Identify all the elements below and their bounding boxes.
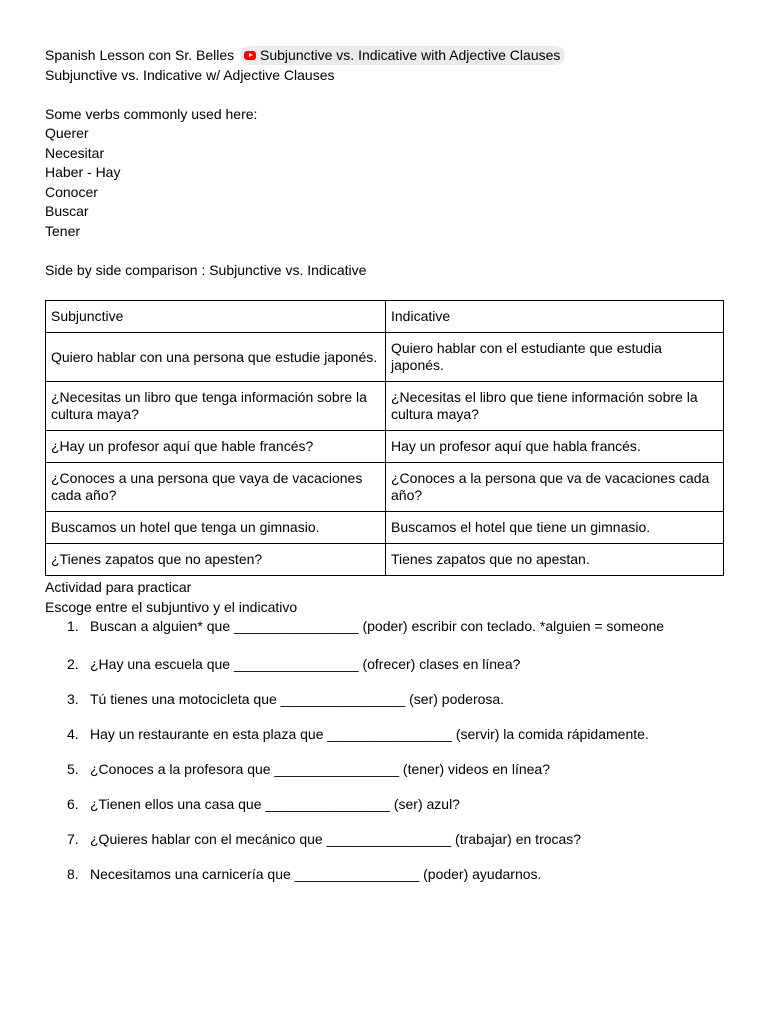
exercise-number: 8. bbox=[67, 866, 79, 882]
exercise-number: 2. bbox=[67, 656, 79, 672]
exercise-item bbox=[45, 865, 725, 885]
document-header bbox=[45, 46, 725, 280]
exercise-text: Necesitamos una carnicería que ________________ (poder) ayudarnos. bbox=[90, 866, 542, 882]
exercise-text: ¿Hay una escuela que ________________ (ofrecer) clases en línea? bbox=[90, 656, 521, 672]
exercise-item bbox=[45, 760, 725, 780]
subjunctive-cell: ¿Hay un profesor aquí que hable francés? bbox=[46, 431, 386, 463]
activity-title: Actividad para practicar bbox=[45, 579, 192, 595]
indicative-cell: ¿Conoces a la persona que va de vacaciones cada año? bbox=[386, 463, 724, 512]
verb-item: Tener bbox=[45, 222, 81, 239]
header-subjunctive: Subjunctive bbox=[46, 301, 386, 333]
table-row bbox=[46, 463, 724, 512]
subjunctive-cell: ¿Tienes zapatos que no apesten? bbox=[46, 544, 386, 576]
lesson-subtitle: Subjunctive vs. Indicative w/ Adjective Clauses bbox=[45, 66, 335, 83]
exercise-item bbox=[45, 690, 725, 710]
exercise-text: ¿Quieres hablar con el mecánico que ________________ (trabajar) en trocas? bbox=[90, 831, 582, 847]
table-row bbox=[46, 512, 724, 544]
exercise-item bbox=[45, 617, 725, 637]
verbs-intro: Some verbs commonly used here: bbox=[45, 105, 258, 122]
youtube-icon bbox=[244, 51, 256, 60]
youtube-video-chip[interactable] bbox=[240, 46, 565, 65]
exercise-item bbox=[45, 795, 725, 815]
exercise-number: 4. bbox=[67, 726, 79, 742]
header-indicative: Indicative bbox=[386, 301, 724, 333]
exercise-text: ¿Tienen ellos una casa que ________________ (ser) azul? bbox=[90, 796, 460, 812]
exercise-item bbox=[45, 725, 725, 745]
exercise-number: 6. bbox=[67, 796, 79, 812]
comparison-table bbox=[45, 300, 724, 576]
video-chip-label: Subjunctive vs. Indicative with Adjective Clauses bbox=[260, 47, 561, 63]
lesson-title: Spanish Lesson con Sr. Belles bbox=[45, 47, 235, 63]
subjunctive-cell: Quiero hablar con una persona que estudie japonés. bbox=[46, 333, 386, 382]
verb-item: Haber - Hay bbox=[45, 164, 121, 180]
exercise-text: ¿Conoces a la profesora que ________________ (tener) videos en línea? bbox=[90, 761, 550, 777]
exercise-text: Tú tienes una motocicleta que ________________ (ser) poderosa. bbox=[90, 691, 505, 707]
exercise-item bbox=[45, 830, 725, 850]
verb-item: Necesitar bbox=[45, 144, 105, 161]
subjunctive-cell: ¿Necesitas un libro que tenga información sobre la cultura maya? bbox=[46, 382, 386, 431]
exercise-number: 1. bbox=[67, 618, 79, 634]
exercise-number: 3. bbox=[67, 691, 79, 707]
subjunctive-cell: Buscamos un hotel que tenga un gimnasio. bbox=[46, 512, 386, 544]
exercise-text: Buscan a alguien* que ________________ (poder) escribir con teclado. *alguien = someone bbox=[90, 618, 665, 634]
exercise-number: 5. bbox=[67, 761, 79, 777]
table-row bbox=[46, 431, 724, 463]
indicative-cell: Buscamos el hotel que tiene un gimnasio. bbox=[386, 512, 724, 544]
comparison-intro: Side by side comparison : Subjunctive vs. Indicative bbox=[45, 261, 367, 278]
indicative-cell: ¿Necesitas el libro que tiene información sobre la cultura maya? bbox=[386, 382, 724, 431]
verb-item: Buscar bbox=[45, 203, 89, 219]
table-row bbox=[46, 544, 724, 576]
activity-instructions: Escoge entre el subjuntivo y el indicativo bbox=[45, 598, 298, 615]
table-header-row bbox=[46, 301, 724, 333]
exercise-text: Hay un restaurante en esta plaza que ________________ (servir) la comida rápidamente. bbox=[90, 726, 649, 742]
subjunctive-cell: ¿Conoces a una persona que vaya de vacaciones cada año? bbox=[46, 463, 386, 512]
verb-item: Conocer bbox=[45, 183, 98, 200]
verb-item: Querer bbox=[45, 125, 89, 141]
exercise-number: 7. bbox=[67, 831, 79, 847]
table-row bbox=[46, 333, 724, 382]
indicative-cell: Tienes zapatos que no apestan. bbox=[386, 544, 724, 576]
indicative-cell: Hay un profesor aquí que habla francés. bbox=[386, 431, 724, 463]
indicative-cell: Quiero hablar con el estudiante que estudia japonés. bbox=[386, 333, 724, 382]
lesson-title-line bbox=[45, 46, 725, 66]
table-row bbox=[46, 382, 724, 431]
exercise-item bbox=[45, 655, 725, 675]
activity-section bbox=[45, 578, 725, 885]
